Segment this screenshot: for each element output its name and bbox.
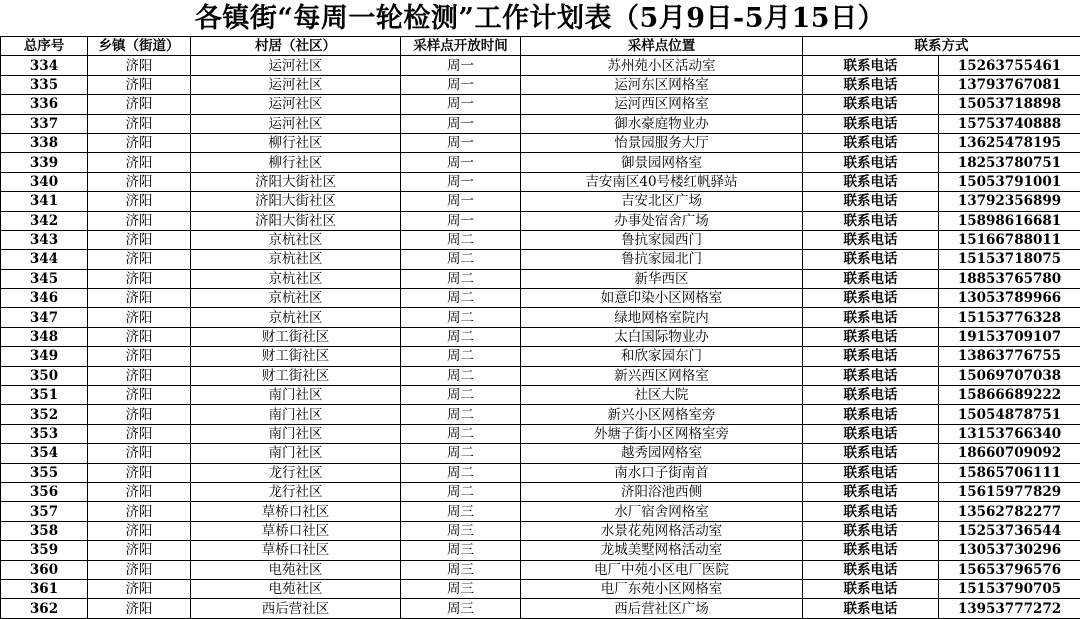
cell-seq: 337: [1, 114, 88, 133]
cell-phone: 15166788011: [939, 230, 1080, 249]
cell-phone: 13792356899: [939, 192, 1080, 211]
table-row: [1, 133, 1080, 152]
cell-seq: 361: [1, 579, 88, 598]
cell-seq: 348: [1, 327, 88, 346]
cell-contact-type: 联系电话: [803, 482, 939, 501]
cell-town: 济阳: [88, 250, 191, 269]
table-row: [1, 211, 1080, 230]
cell-town: 济阳: [88, 560, 191, 579]
table-row: [1, 192, 1080, 211]
cell-location: 鲁抗家园西门: [521, 230, 803, 249]
table-row: [1, 560, 1080, 579]
cell-phone: 15866689222: [939, 386, 1080, 405]
table-row: [1, 424, 1080, 443]
table-row: [1, 269, 1080, 288]
cell-contact-type: 联系电话: [803, 502, 939, 521]
cell-contact-type: 联系电话: [803, 521, 939, 540]
cell-contact-type: 联系电话: [803, 114, 939, 133]
table-row: [1, 95, 1080, 114]
cell-open-time: 周一: [401, 211, 521, 230]
cell-location: 和欣家园东门: [521, 347, 803, 366]
cell-location: 水厂宿舍网格室: [521, 502, 803, 521]
cell-open-time: 周二: [401, 289, 521, 308]
cell-seq: 343: [1, 230, 88, 249]
cell-phone: 19153709107: [939, 327, 1080, 346]
cell-town: 济阳: [88, 599, 191, 618]
cell-open-time: 周二: [401, 308, 521, 327]
cell-seq: 344: [1, 250, 88, 269]
cell-location: 南水口子街南首: [521, 463, 803, 482]
cell-location: 西后营社区广场: [521, 599, 803, 618]
cell-phone: 15253736544: [939, 521, 1080, 540]
cell-location: 水景花苑网格活动室: [521, 521, 803, 540]
cell-village: 草桥口社区: [191, 541, 401, 560]
cell-town: 济阳: [88, 308, 191, 327]
cell-location: 电厂东苑小区网格室: [521, 579, 803, 598]
cell-seq: 346: [1, 289, 88, 308]
table-row: [1, 366, 1080, 385]
cell-open-time: 周一: [401, 192, 521, 211]
header-location: 采样点位置: [521, 37, 803, 56]
table-row: [1, 599, 1080, 618]
cell-contact-type: 联系电话: [803, 289, 939, 308]
cell-seq: 353: [1, 424, 88, 443]
table-row: [1, 502, 1080, 521]
cell-phone: 13053789966: [939, 289, 1080, 308]
cell-town: 济阳: [88, 347, 191, 366]
cell-seq: 351: [1, 386, 88, 405]
cell-location: 鲁抗家园北门: [521, 250, 803, 269]
cell-phone: 15053791001: [939, 172, 1080, 191]
table-row: [1, 327, 1080, 346]
cell-village: 南门社区: [191, 386, 401, 405]
cell-location: 运河东区网格室: [521, 75, 803, 94]
table-row: [1, 250, 1080, 269]
cell-open-time: 周二: [401, 347, 521, 366]
cell-seq: 336: [1, 95, 88, 114]
cell-contact-type: 联系电话: [803, 269, 939, 288]
cell-open-time: 周二: [401, 327, 521, 346]
cell-contact-type: 联系电话: [803, 424, 939, 443]
cell-town: 济阳: [88, 366, 191, 385]
cell-town: 济阳: [88, 327, 191, 346]
cell-open-time: 周一: [401, 153, 521, 172]
cell-town: 济阳: [88, 211, 191, 230]
cell-location: 济阳浴池西侧: [521, 482, 803, 501]
table-row: [1, 521, 1080, 540]
table-row: [1, 289, 1080, 308]
cell-contact-type: 联系电话: [803, 327, 939, 346]
cell-town: 济阳: [88, 386, 191, 405]
cell-phone: 13053730296: [939, 541, 1080, 560]
cell-town: 济阳: [88, 541, 191, 560]
cell-town: 济阳: [88, 444, 191, 463]
cell-seq: 355: [1, 463, 88, 482]
cell-phone: 18253780751: [939, 153, 1080, 172]
cell-village: 西后营社区: [191, 599, 401, 618]
cell-village: 京杭社区: [191, 230, 401, 249]
cell-phone: 15053718898: [939, 95, 1080, 114]
cell-village: 财工街社区: [191, 366, 401, 385]
cell-contact-type: 联系电话: [803, 230, 939, 249]
cell-open-time: 周一: [401, 75, 521, 94]
cell-location: 御水豪庭物业办: [521, 114, 803, 133]
cell-open-time: 周一: [401, 56, 521, 75]
cell-phone: 18853765780: [939, 269, 1080, 288]
header-contact: 联系方式: [803, 37, 1080, 56]
cell-phone: 15615977829: [939, 482, 1080, 501]
cell-village: 京杭社区: [191, 308, 401, 327]
header-town: 乡镇（街道）: [88, 37, 191, 56]
cell-location: 越秀园网格室: [521, 444, 803, 463]
cell-town: 济阳: [88, 56, 191, 75]
cell-phone: 15753740888: [939, 114, 1080, 133]
cell-contact-type: 联系电话: [803, 541, 939, 560]
table-row: [1, 172, 1080, 191]
table-row: [1, 347, 1080, 366]
cell-contact-type: 联系电话: [803, 560, 939, 579]
cell-contact-type: 联系电话: [803, 347, 939, 366]
cell-contact-type: 联系电话: [803, 599, 939, 618]
cell-town: 济阳: [88, 172, 191, 191]
cell-location: 外塘子街小区网格室旁: [521, 424, 803, 443]
cell-town: 济阳: [88, 192, 191, 211]
cell-phone: 15865706111: [939, 463, 1080, 482]
cell-town: 济阳: [88, 521, 191, 540]
cell-village: 运河社区: [191, 75, 401, 94]
cell-location: 御景园网格室: [521, 153, 803, 172]
cell-phone: 18660709092: [939, 444, 1080, 463]
cell-location: 怡景园服务大厅: [521, 133, 803, 152]
cell-location: 绿地网格室院内: [521, 308, 803, 327]
cell-seq: 357: [1, 502, 88, 521]
cell-village: 柳行社区: [191, 153, 401, 172]
table-row: [1, 230, 1080, 249]
table-row: [1, 56, 1080, 75]
cell-village: 财工街社区: [191, 327, 401, 346]
cell-contact-type: 联系电话: [803, 95, 939, 114]
cell-seq: 360: [1, 560, 88, 579]
cell-contact-type: 联系电话: [803, 386, 939, 405]
table-row: [1, 114, 1080, 133]
cell-town: 济阳: [88, 153, 191, 172]
cell-location: 新兴西区网格室: [521, 366, 803, 385]
cell-location: 龙城美墅网格活动室: [521, 541, 803, 560]
cell-seq: 338: [1, 133, 88, 152]
cell-contact-type: 联系电话: [803, 405, 939, 424]
cell-phone: 15898616681: [939, 211, 1080, 230]
cell-village: 龙行社区: [191, 463, 401, 482]
cell-contact-type: 联系电话: [803, 56, 939, 75]
cell-location: 吉安南区40号楼红帆驿站: [521, 172, 803, 191]
cell-open-time: 周二: [401, 250, 521, 269]
cell-town: 济阳: [88, 405, 191, 424]
cell-phone: 13953777272: [939, 599, 1080, 618]
cell-contact-type: 联系电话: [803, 366, 939, 385]
cell-contact-type: 联系电话: [803, 133, 939, 152]
cell-location: 新华西区: [521, 269, 803, 288]
cell-phone: 15069707038: [939, 366, 1080, 385]
cell-seq: 335: [1, 75, 88, 94]
cell-phone: 13562782277: [939, 502, 1080, 521]
cell-town: 济阳: [88, 482, 191, 501]
cell-open-time: 周二: [401, 463, 521, 482]
table-row: [1, 579, 1080, 598]
cell-contact-type: 联系电话: [803, 463, 939, 482]
cell-village: 柳行社区: [191, 133, 401, 152]
cell-town: 济阳: [88, 463, 191, 482]
cell-open-time: 周二: [401, 269, 521, 288]
cell-contact-type: 联系电话: [803, 579, 939, 598]
cell-phone: 13863776755: [939, 347, 1080, 366]
cell-village: 济阳大街社区: [191, 211, 401, 230]
cell-town: 济阳: [88, 269, 191, 288]
cell-seq: 342: [1, 211, 88, 230]
table-body: [1, 56, 1080, 618]
page-title: 各镇街“每周一轮检测”工作计划表（5月9日-5月15日）: [0, 0, 1080, 36]
cell-seq: 354: [1, 444, 88, 463]
cell-town: 济阳: [88, 133, 191, 152]
cell-village: 龙行社区: [191, 482, 401, 501]
table-header-row: [1, 37, 1080, 56]
cell-seq: 345: [1, 269, 88, 288]
cell-seq: 339: [1, 153, 88, 172]
table-row: [1, 153, 1080, 172]
cell-village: 运河社区: [191, 114, 401, 133]
cell-seq: 349: [1, 347, 88, 366]
cell-contact-type: 联系电话: [803, 75, 939, 94]
cell-location: 电厂中苑小区电厂医院: [521, 560, 803, 579]
cell-location: 吉安北区广场: [521, 192, 803, 211]
cell-open-time: 周一: [401, 172, 521, 191]
cell-location: 太白国际物业办: [521, 327, 803, 346]
cell-open-time: 周三: [401, 502, 521, 521]
cell-contact-type: 联系电话: [803, 153, 939, 172]
cell-seq: 340: [1, 172, 88, 191]
cell-open-time: 周三: [401, 541, 521, 560]
cell-seq: 350: [1, 366, 88, 385]
cell-open-time: 周二: [401, 444, 521, 463]
cell-contact-type: 联系电话: [803, 192, 939, 211]
cell-seq: 334: [1, 56, 88, 75]
cell-phone: 13793767081: [939, 75, 1080, 94]
header-open-time: 采样点开放时间: [401, 37, 521, 56]
cell-village: 运河社区: [191, 95, 401, 114]
cell-open-time: 周二: [401, 405, 521, 424]
cell-open-time: 周二: [401, 424, 521, 443]
cell-contact-type: 联系电话: [803, 211, 939, 230]
cell-village: 财工街社区: [191, 347, 401, 366]
header-village: 村居（社区）: [191, 37, 401, 56]
cell-open-time: 周二: [401, 366, 521, 385]
cell-phone: 13153766340: [939, 424, 1080, 443]
cell-seq: 359: [1, 541, 88, 560]
cell-town: 济阳: [88, 579, 191, 598]
cell-village: 南门社区: [191, 444, 401, 463]
cell-open-time: 周二: [401, 230, 521, 249]
table-row: [1, 541, 1080, 560]
cell-open-time: 周二: [401, 482, 521, 501]
schedule-table: [0, 36, 1080, 619]
cell-open-time: 周一: [401, 114, 521, 133]
cell-contact-type: 联系电话: [803, 444, 939, 463]
cell-location: 如意印染小区网格室: [521, 289, 803, 308]
cell-village: 济阳大街社区: [191, 192, 401, 211]
cell-village: 南门社区: [191, 424, 401, 443]
cell-seq: 341: [1, 192, 88, 211]
cell-seq: 347: [1, 308, 88, 327]
cell-contact-type: 联系电话: [803, 172, 939, 191]
cell-contact-type: 联系电话: [803, 308, 939, 327]
table-row: [1, 405, 1080, 424]
cell-location: 办事处宿舍广场: [521, 211, 803, 230]
cell-phone: 15153776328: [939, 308, 1080, 327]
cell-phone: 15153718075: [939, 250, 1080, 269]
cell-phone: 15153790705: [939, 579, 1080, 598]
table-row: [1, 444, 1080, 463]
cell-town: 济阳: [88, 289, 191, 308]
cell-village: 京杭社区: [191, 289, 401, 308]
cell-village: 济阳大街社区: [191, 172, 401, 191]
cell-phone: 13625478195: [939, 133, 1080, 152]
cell-village: 电苑社区: [191, 560, 401, 579]
cell-seq: 358: [1, 521, 88, 540]
cell-village: 草桥口社区: [191, 521, 401, 540]
cell-open-time: 周一: [401, 133, 521, 152]
cell-open-time: 周一: [401, 95, 521, 114]
cell-town: 济阳: [88, 502, 191, 521]
cell-phone: 15054878751: [939, 405, 1080, 424]
table-row: [1, 386, 1080, 405]
cell-town: 济阳: [88, 114, 191, 133]
cell-open-time: 周三: [401, 599, 521, 618]
cell-village: 南门社区: [191, 405, 401, 424]
cell-village: 电苑社区: [191, 579, 401, 598]
cell-village: 运河社区: [191, 56, 401, 75]
cell-open-time: 周三: [401, 560, 521, 579]
header-seq: 总序号: [1, 37, 88, 56]
table-row: [1, 75, 1080, 94]
cell-location: 运河西区网格室: [521, 95, 803, 114]
cell-contact-type: 联系电话: [803, 250, 939, 269]
cell-town: 济阳: [88, 75, 191, 94]
cell-location: 苏州苑小区活动室: [521, 56, 803, 75]
cell-phone: 15653796576: [939, 560, 1080, 579]
cell-town: 济阳: [88, 95, 191, 114]
cell-open-time: 周三: [401, 579, 521, 598]
cell-village: 草桥口社区: [191, 502, 401, 521]
cell-seq: 356: [1, 482, 88, 501]
cell-seq: 352: [1, 405, 88, 424]
cell-location: 新兴小区网格室旁: [521, 405, 803, 424]
table-row: [1, 308, 1080, 327]
cell-open-time: 周三: [401, 521, 521, 540]
cell-phone: 15263755461: [939, 56, 1080, 75]
cell-open-time: 周二: [401, 386, 521, 405]
table-row: [1, 482, 1080, 501]
cell-seq: 362: [1, 599, 88, 618]
cell-village: 京杭社区: [191, 269, 401, 288]
table-row: [1, 463, 1080, 482]
cell-town: 济阳: [88, 230, 191, 249]
cell-location: 社区大院: [521, 386, 803, 405]
cell-village: 京杭社区: [191, 250, 401, 269]
cell-town: 济阳: [88, 424, 191, 443]
